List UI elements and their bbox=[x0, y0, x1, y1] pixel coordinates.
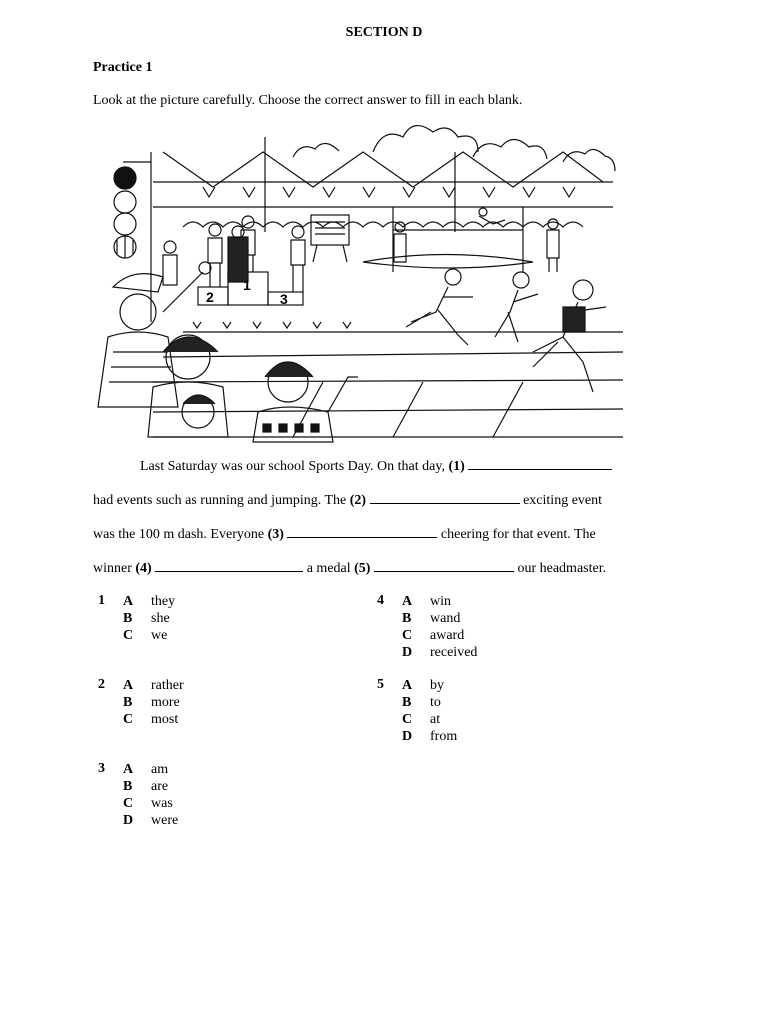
option-3b[interactable]: B are bbox=[123, 779, 169, 794]
option-5c[interactable]: C at bbox=[402, 712, 441, 727]
blank-2[interactable] bbox=[370, 492, 520, 504]
passage-line-4 bbox=[93, 560, 606, 577]
passage-text: Last Saturday was our school Sports Day. On that day, bbox=[140, 459, 445, 474]
blank-number: (5) bbox=[354, 561, 371, 576]
option-5d[interactable]: D from bbox=[402, 729, 458, 744]
question-number: 3 bbox=[98, 761, 105, 776]
passage-text: exciting event bbox=[523, 493, 603, 508]
practice-title: Practice 1 bbox=[93, 60, 153, 75]
option-2b[interactable]: B more bbox=[123, 695, 180, 710]
option-1a[interactable]: A they bbox=[123, 594, 176, 609]
passage-text: cheering for that event. The bbox=[440, 527, 596, 542]
passage-line-2 bbox=[93, 492, 602, 509]
blank-4[interactable] bbox=[155, 560, 303, 572]
option-2c[interactable]: C most bbox=[123, 712, 179, 727]
passage-text: a medal bbox=[306, 561, 351, 576]
blank-3[interactable] bbox=[287, 526, 437, 538]
podium-label-1: 1 bbox=[243, 277, 251, 293]
option-3a[interactable]: A am bbox=[123, 762, 169, 777]
option-3c[interactable]: C was bbox=[123, 796, 173, 811]
passage-text: winner bbox=[93, 561, 132, 576]
podium-label-2: 2 bbox=[206, 289, 214, 305]
question-number: 2 bbox=[98, 677, 105, 692]
blank-number: (3) bbox=[267, 527, 284, 542]
option-3d[interactable]: D were bbox=[123, 813, 179, 828]
blank-number: (2) bbox=[349, 493, 367, 508]
option-5b[interactable]: B to bbox=[402, 695, 441, 710]
sports-day-illustration bbox=[93, 112, 623, 444]
blank-1[interactable] bbox=[468, 458, 612, 470]
passage-line-1 bbox=[140, 458, 612, 475]
option-4b[interactable]: B wand bbox=[402, 611, 461, 626]
passage-line-3 bbox=[93, 526, 596, 543]
option-5a[interactable]: A by bbox=[402, 678, 444, 693]
option-1b[interactable]: B she bbox=[123, 611, 170, 626]
option-4a[interactable]: A win bbox=[402, 594, 451, 609]
passage-text: had events such as running and jumping. The bbox=[93, 493, 347, 508]
blank-number: (4) bbox=[135, 561, 152, 576]
option-2a[interactable]: A rather bbox=[123, 678, 184, 693]
question-number: 5 bbox=[377, 677, 384, 692]
section-title: SECTION D bbox=[345, 25, 423, 40]
option-4d[interactable]: D received bbox=[402, 645, 478, 660]
question-number: 4 bbox=[377, 593, 384, 608]
option-4c[interactable]: C award bbox=[402, 628, 465, 643]
blank-number: (1) bbox=[448, 459, 465, 474]
instruction-text: Look at the picture carefully. Choose the correct answer to fill in each blank. bbox=[93, 93, 523, 108]
blank-5[interactable] bbox=[374, 560, 514, 572]
option-1c[interactable]: C we bbox=[123, 628, 168, 643]
question-number: 1 bbox=[98, 593, 105, 608]
passage-text: was the 100 m dash. Everyone bbox=[93, 527, 265, 542]
podium-label-3: 3 bbox=[280, 291, 288, 307]
passage-text: our headmaster. bbox=[517, 561, 607, 576]
